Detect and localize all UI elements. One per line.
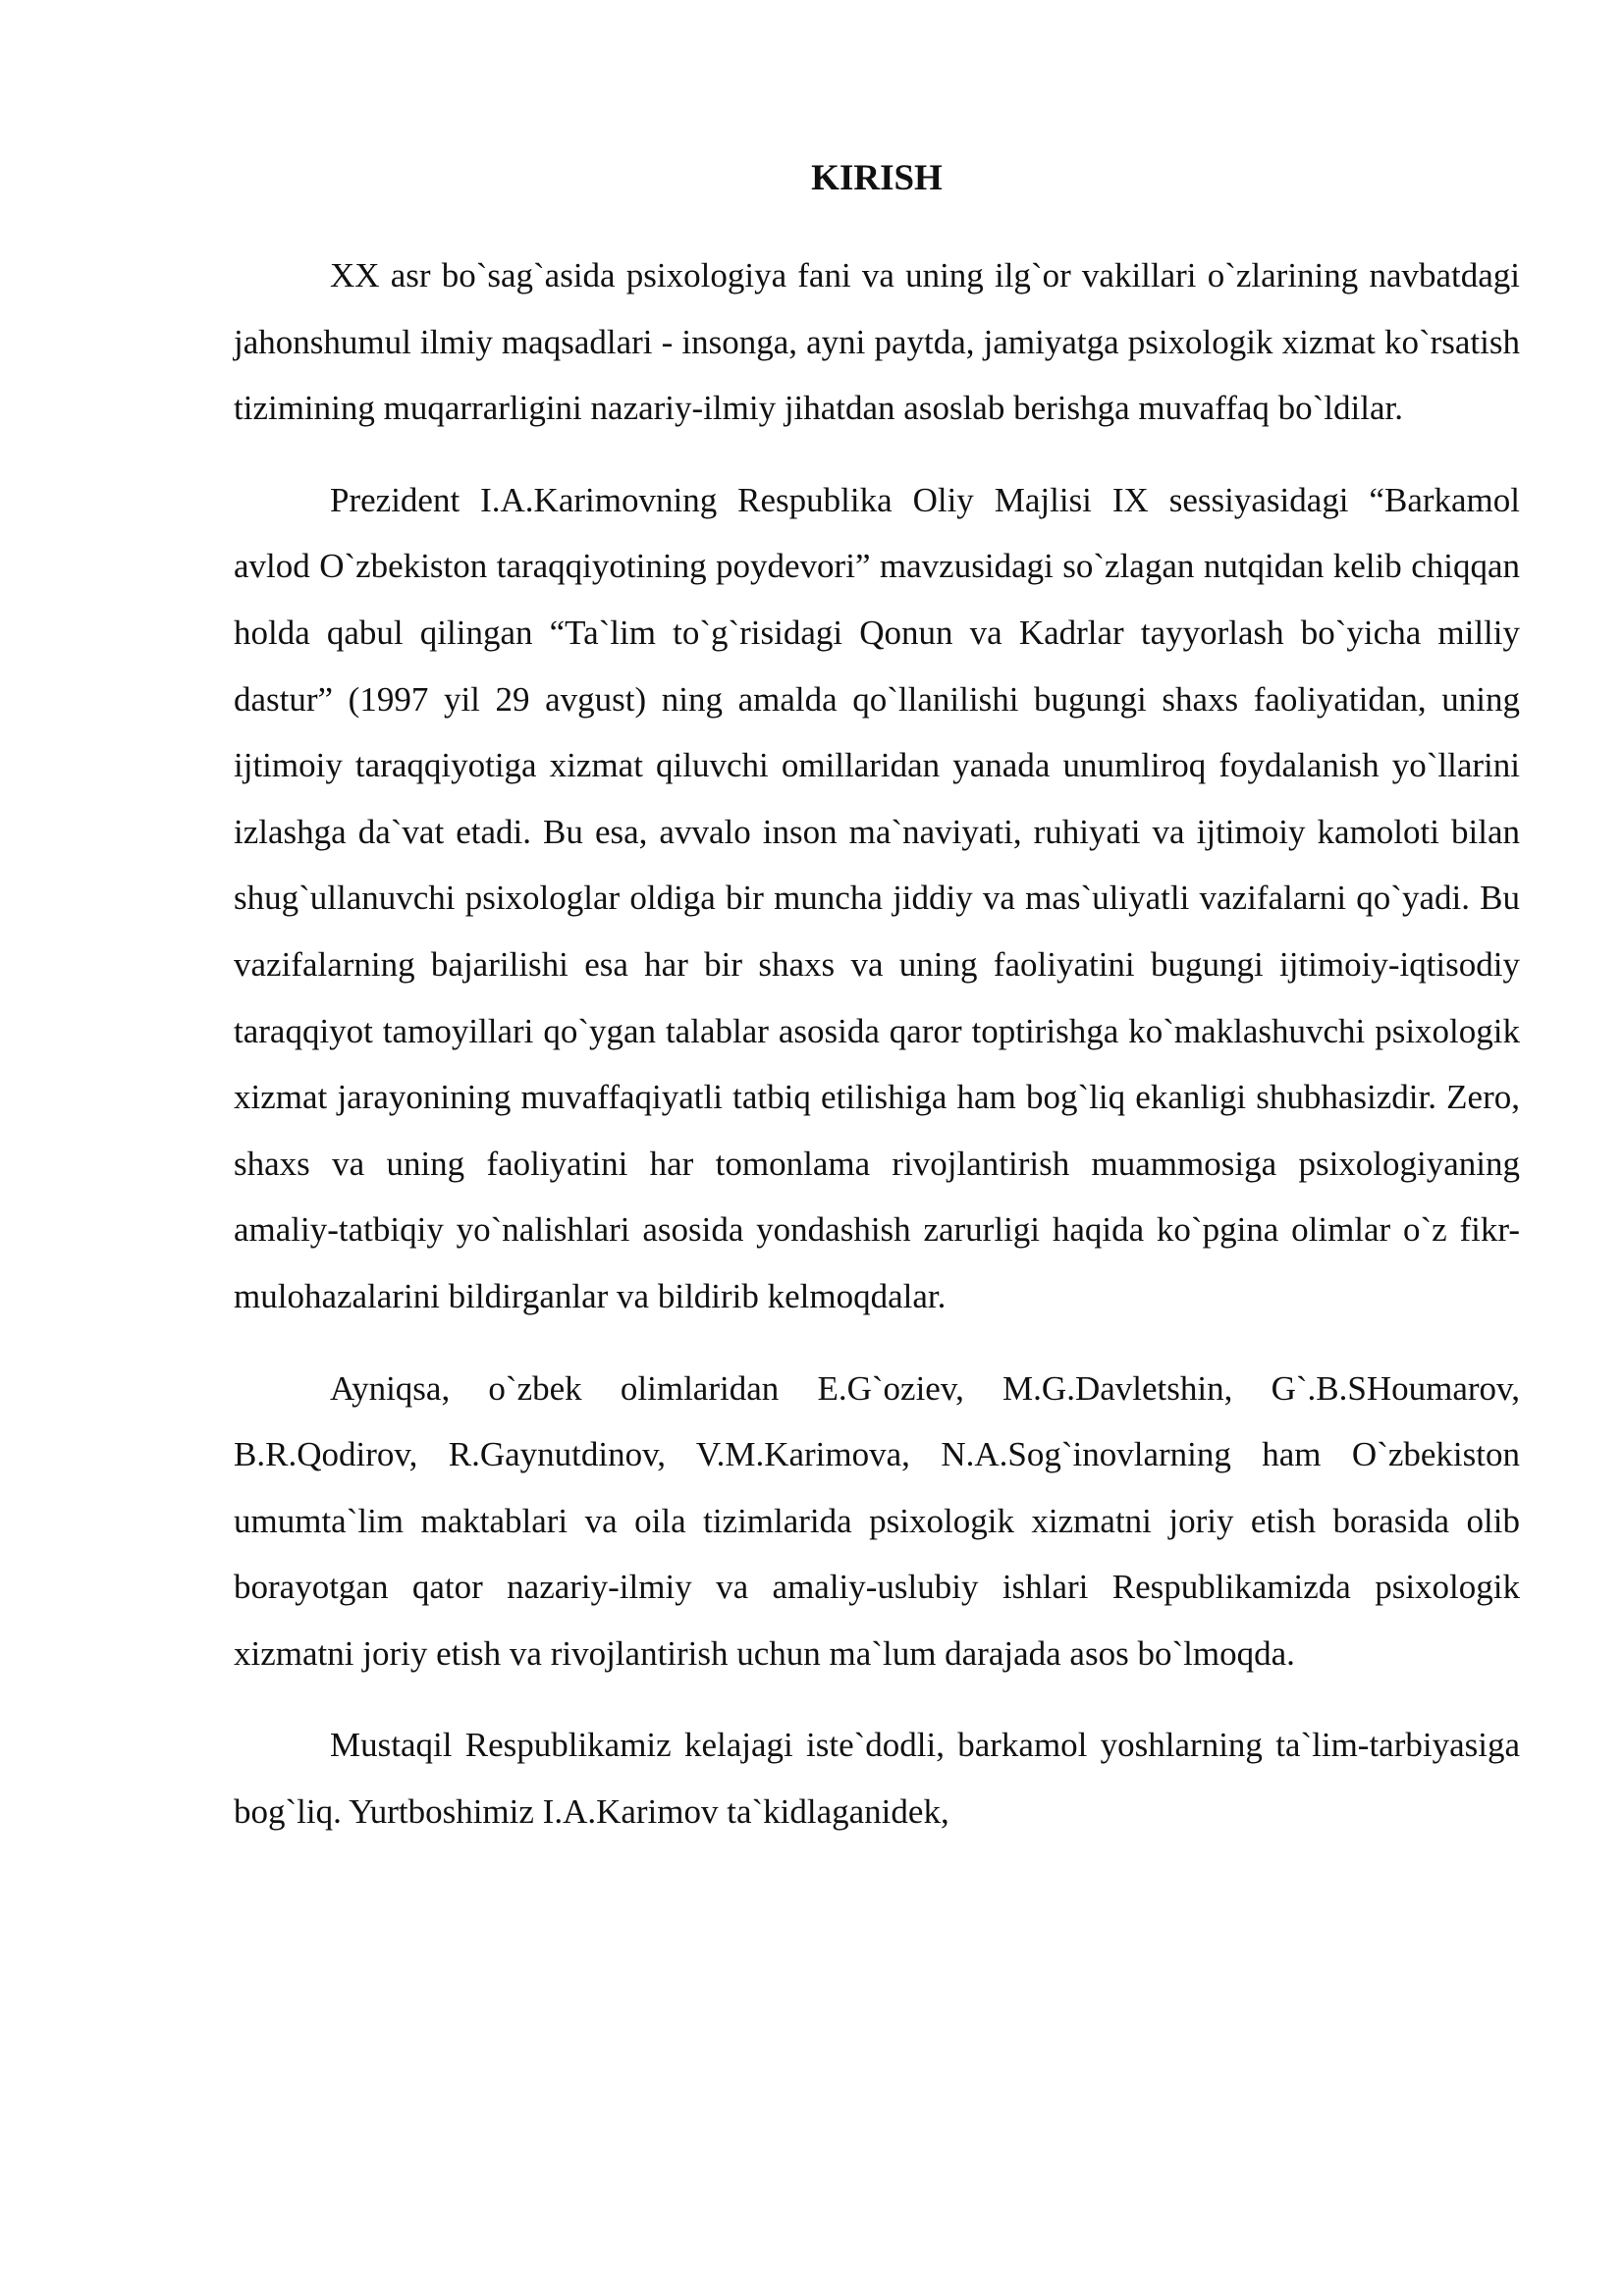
paragraph-intro: XX asr bo`sag`asida psixologiya fani va uning ilg`or vakillari o`zlarining navbatdagi jahonshumul ilmiy maqsadlari - insonga, ayni paytda, jamiyatga psixologik xizmat ko`rsatish tizimining muqarrarligini nazariy-ilmiy jihatdan asoslab berishga muvaffaq bo`ldilar.: [234, 256, 1520, 428]
paragraph-independent-republic: Mustaqil Respublikamiz kelajagi iste`dodli, barkamol yoshlarning ta`lim-tarbiyasiga bog`liq. Yurtboshimiz I.A.Karimov ta`kidlaganidek,: [234, 1726, 1520, 1832]
document-body: [234, 242, 1520, 1845]
paragraph-uzbek-scholars: Ayniqsa, o`zbek olimlaridan E.G`oziev, M.G.Davletshin, G`.B.SHoumarov, B.R.Qodirov, R.Gaynutdinov, V.M.Karimova, N.A.Sog`inovlarning ham O`zbekiston umumta`lim maktablari va oila tizimlarida psixologik xizmatni joriy etish borasida olib borayotgan qator nazariy-ilmiy va amaliy-uslubiy ishlari Respublikamizda psixologik xizmatni joriy etish va rivojlantirish uchun ma`lum darajada asos bo`lmoqda.: [234, 1368, 1520, 1673]
paragraph-president-speech: Prezident I.A.Karimovning Respublika Oliy Majlisi IX sessiyasidagi “Barkamol avlod O`zbekiston taraqqiyotining poydevori” mavzusidagi so`zlagan nutqidan kelib chiqqan holda qabul qilingan “Ta`lim to`g`risidagi Qonun va Kadrlar tayyorlash bo`yicha milliy dastur” (1997 yil 29 avgust) ning amalda qo`llanilishi bugungi shaxs faoliyatidan, uning ijtimoiy taraqqiyotiga xizmat qiluvchi omillaridan yanada unumliroq foydalanish yo`llarini izlashga da`vat etadi. Bu esa, avvalo inson ma`naviyati, ruhiyati va ijtimoiy kamoloti bilan shug`ullanuvchi psixologlar oldiga bir muncha jiddiy va mas`uliyatli vazifalarni qo`yadi. Bu vazifalarning bajarilishi esa har bir shaxs va uning faoliyatini bugungi ijtimoiy-iqtisodiy taraqqiyot tamoyillari qo`ygan talablar asosida qaror toptirishga ko`maklashuvchi psixologik xizmat jarayonining muvaffaqiyatli tatbiq etilishiga ham bog`liq ekanligi shubhasizdir. Zero, shaxs va uning faoliyatini har tomonlama rivojlantirish muammosiga psixologiyaning amaliy-tatbiqiy yo`nalishlari asosida yondashish zarurligi haqida ko`pgina olimlar o`z fikr-mulohazalarini bildirganlar va bildirib kelmoqdalar.: [234, 480, 1520, 1315]
page-title: KIRISH: [811, 158, 943, 198]
